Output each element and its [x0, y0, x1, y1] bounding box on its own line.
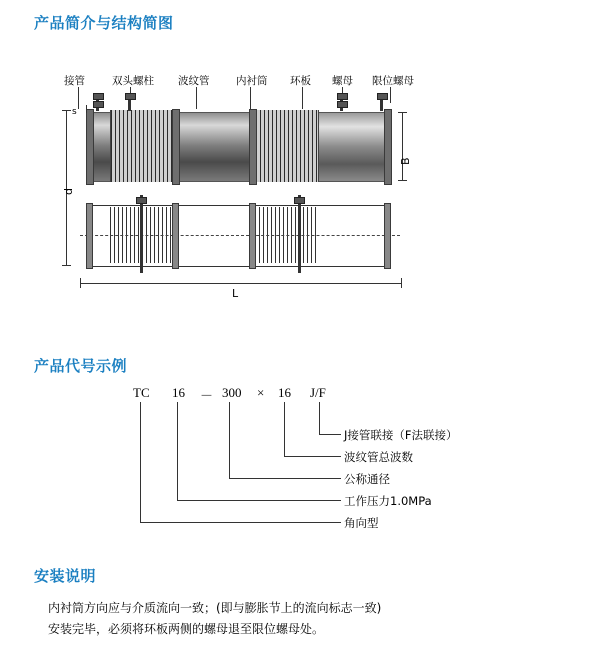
callout-label-nut: 螺母: [332, 75, 353, 87]
callout-label-limit-nut: 限位螺母: [372, 75, 414, 87]
expansion-joint-body-right-segment: [318, 112, 390, 182]
code-leader-pressure: [177, 402, 178, 500]
dimension-tick-B-bottom: [398, 180, 407, 181]
leader-line-bellows: [196, 87, 197, 109]
centerline: [80, 235, 400, 236]
dimension-tick-L-left: [80, 278, 81, 288]
flange-right-section: [384, 203, 391, 269]
ring-plate-left-top: [172, 109, 180, 185]
section-title-install: 安装说明: [34, 567, 97, 585]
nut-right-section: [294, 197, 305, 204]
code-token-pressure: 16: [172, 385, 185, 400]
code-leader-waves: [284, 402, 285, 456]
section-title-product-code: 产品代号示例: [34, 357, 128, 375]
code-leader-diameter: [229, 402, 230, 478]
code-leader-diameter-h: [229, 478, 341, 479]
nut-top-left-lower: [93, 101, 104, 108]
dimension-tick-d-bottom: [62, 265, 71, 266]
ring-plate-left-section: [172, 203, 179, 269]
flange-right-top: [384, 109, 392, 185]
nut-left-section: [136, 197, 147, 204]
dimension-label-d: d: [62, 188, 75, 195]
code-token-dash: －: [200, 388, 214, 403]
code-desc-type: 角向型: [344, 516, 379, 530]
code-token-multiply: ×: [257, 385, 265, 400]
limit-nut-top-right: [377, 93, 388, 100]
callout-label-ring-plate: 环板: [290, 75, 311, 87]
leader-line-ring-plate: [302, 87, 303, 109]
code-token-waves: 16: [278, 385, 291, 400]
code-token-type: TC: [133, 385, 150, 400]
nut-top-right-upper: [337, 93, 348, 100]
install-notes: [48, 598, 568, 640]
callout-label-stud: 双头螺柱: [112, 75, 154, 87]
code-leader-connection-h: [319, 434, 341, 435]
callout-label-bellows: 波纹管: [178, 75, 210, 87]
bellows-top-left: [110, 110, 174, 182]
code-leader-pressure-h: [177, 500, 341, 501]
callout-label-nozzle: 接管: [64, 75, 85, 87]
code-desc-waves: 波纹管总波数: [344, 450, 413, 464]
dimension-label-s: s: [72, 107, 77, 117]
tie-rod-right-section: [298, 195, 301, 273]
code-desc-pressure: 工作压力1.0MPa: [344, 494, 432, 508]
dimension-label-L: L: [232, 287, 239, 300]
dimension-line-B: [402, 112, 403, 180]
dimension-tick-B-top: [398, 112, 407, 113]
product-code-diagram: [0, 380, 600, 545]
code-leader-type: [140, 402, 141, 522]
code-leader-connection: [319, 402, 320, 434]
flange-left-top: [86, 109, 94, 185]
nut-top-left2-upper: [125, 93, 136, 100]
leader-line-nozzle: [78, 87, 79, 109]
code-leader-waves-h: [284, 456, 341, 457]
structure-diagram: [50, 65, 570, 300]
dimension-tick-L-right: [401, 278, 402, 288]
install-note-2: 安装完毕，必须将环板两侧的螺母退至限位螺母处。: [48, 622, 325, 636]
flange-left-section: [86, 203, 93, 269]
bellows-top-right: [255, 110, 319, 182]
dimension-tick-d-top: [62, 110, 71, 111]
nut-top-right-lower: [337, 101, 348, 108]
dimension-tick-s: [86, 105, 87, 113]
dimension-line-L: [80, 283, 402, 284]
nut-top-left-upper: [93, 93, 104, 100]
section-title-intro: 产品简介与结构简图: [34, 14, 174, 32]
ring-plate-right-section: [249, 203, 256, 269]
ring-plate-right-top: [249, 109, 257, 185]
tie-rod-left-section: [140, 195, 143, 273]
callout-label-liner: 内衬筒: [236, 75, 268, 87]
code-leader-type-h: [140, 522, 341, 523]
dimension-label-B: B: [399, 157, 412, 165]
leader-line-limit-nut: [390, 87, 391, 103]
code-token-diameter: 300: [222, 385, 242, 400]
code-token-connection: J/F: [310, 385, 326, 400]
install-note-1: 内衬筒方向应与介质流向一致；(即与膨胀节上的流向标志一致): [48, 601, 382, 615]
code-desc-diameter: 公称通径: [344, 472, 390, 486]
code-desc-connection: J接管联接（F法联接）: [344, 428, 458, 442]
